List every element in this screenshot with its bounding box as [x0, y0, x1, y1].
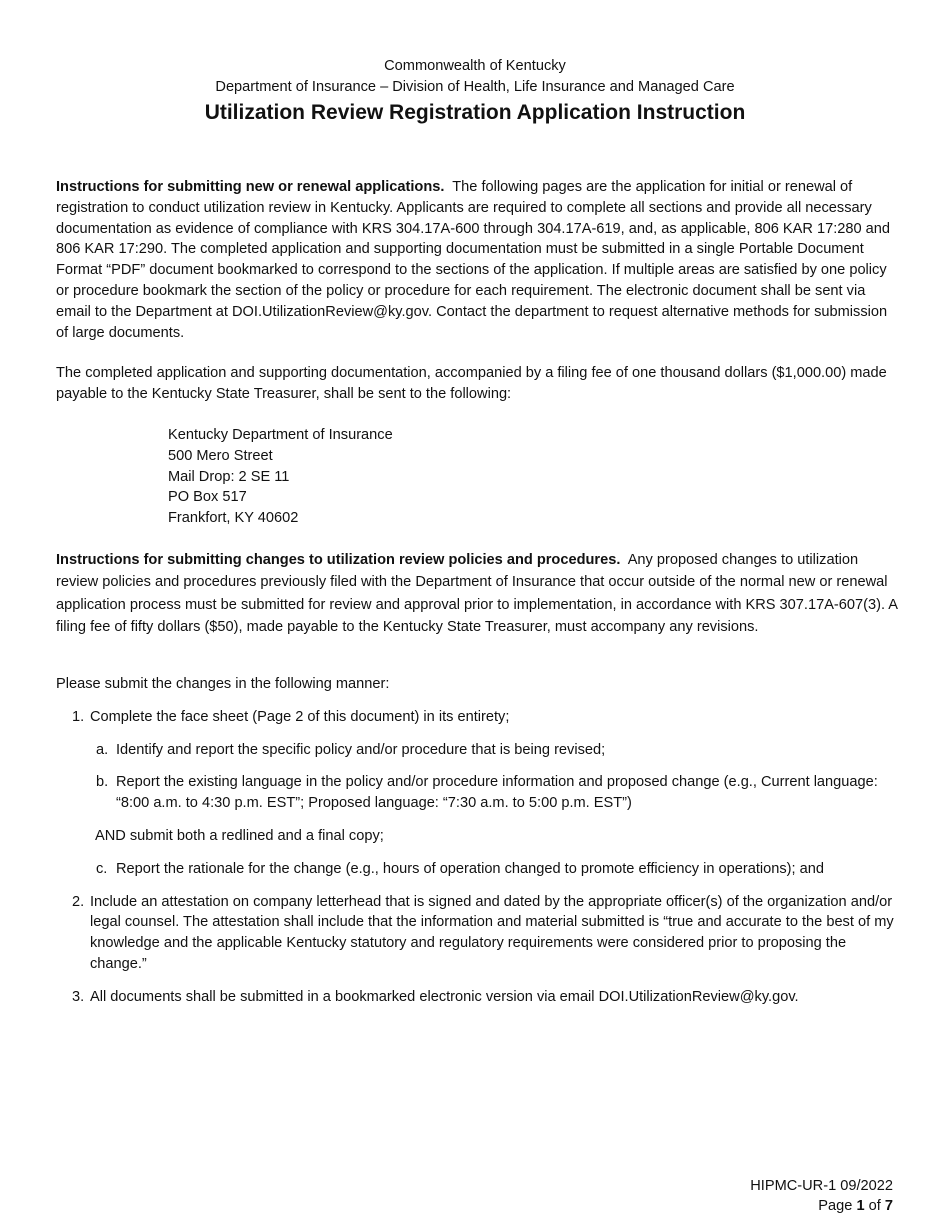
list-number: 3. [72, 988, 85, 1005]
sub-list-letter: c. [96, 860, 108, 877]
address-line: Kentucky Department of Insurance [168, 426, 393, 443]
sub-list [90, 859, 898, 880]
new-renewal-instructions [56, 177, 898, 343]
page-total: 7 [884, 1198, 893, 1214]
sub-list-letter: b. [96, 774, 109, 791]
list-item [72, 707, 898, 880]
changes-text: Any proposed changes to utilization review policies and procedures previously filed with the Department of Insurance that occur outside of the normal new or renewal application process must be submitted for review and approval prior to implementation, in accordance with KRS 307.17A-607(3). A filing fee of fifty dollars ($50), made payable to the Kentucky State Treasurer, must accompany any revisions. [56, 551, 898, 636]
new-renewal-heading: Instructions for submitting new or renewal applications. [56, 179, 445, 195]
header-line-state: Commonwealth of Kentucky [384, 58, 566, 74]
page-current: 1 [856, 1198, 865, 1214]
list-item-text: Complete the face sheet (Page 2 of this document) in its entirety; [90, 708, 510, 725]
sub-list-text: Report the existing language in the policy and/or procedure information and proposed change (e.g., Current language: “8:00 a.m. to 4:30 p.m. EST”; Proposed language: “7:30 a.m. to 5:00 p.m. EST”) [116, 774, 878, 812]
list-item [72, 987, 898, 1008]
document-body [56, 177, 898, 1020]
sub-list-item [96, 740, 898, 761]
page-title: Utilization Review Registration Application Instruction [204, 101, 746, 124]
sub-list-letter: a. [96, 741, 109, 758]
list-intro: Please submit the changes in the following manner: [56, 675, 390, 692]
list-item-text: All documents shall be submitted in a bookmarked electronic version via email DOI.UtilizationReview@ky.gov. [90, 988, 799, 1005]
list-item [72, 892, 898, 975]
changes-instructions [56, 549, 898, 639]
list-item-text: Include an attestation on company letterhead that is signed and dated by the appropriate officer(s) of the organization and/or legal counsel. The attestation shall include that the information and material submitted is “true and accurate to the best of my knowledge and the applicable Kentucky statutory and regulatory requirements were considered prior to proposing the change.” [90, 893, 894, 972]
sub-list-text: Identify and report the specific policy and/or procedure that is being revised; [116, 741, 606, 758]
page-number [750, 1196, 893, 1216]
sub-list-item [96, 859, 898, 880]
page-footer [750, 1176, 893, 1216]
address-line: 500 Mero Street [168, 447, 273, 464]
filing-fee-paragraph: The completed application and supporting documentation, accompanied by a filing fee of one thousand dollars ($1,000.00) made payable to the Kentucky State Treasurer, shall be sent to the following: [56, 365, 887, 403]
list-number: 1. [72, 708, 85, 725]
sub-list [90, 740, 898, 814]
address-line: PO Box 517 [168, 489, 247, 506]
page-of: of [868, 1198, 881, 1214]
sub-list-text: Report the rationale for the change (e.g., hours of operation changed to promote efficiency in operations); and [116, 860, 824, 877]
sub-list-item [96, 772, 898, 814]
address-line: Frankfort, KY 40602 [168, 510, 299, 527]
address-line: Mail Drop: 2 SE 11 [168, 468, 290, 485]
list-number: 2. [72, 893, 85, 910]
mailing-address [168, 425, 898, 529]
header-line-department: Department of Insurance – Division of Health, Life Insurance and Managed Care [215, 79, 735, 95]
page-label: Page [818, 1198, 853, 1214]
form-identifier: HIPMC-UR-1 09/2022 [750, 1178, 893, 1194]
and-submit-note: AND submit both a redlined and a final copy; [95, 827, 384, 844]
changes-heading: Instructions for submitting changes to utilization review policies and procedures. [56, 551, 621, 568]
new-renewal-text: The following pages are the application for initial or renewal of registration to conduct utilization review in Kentucky. Applicants are required to complete all sections and provide all necessary documentation as evidence of compliance with KRS 304.17A-600 through 304.17A-619, and, as applicable, 806 KAR 17:280 and 806 KAR 17:290. The completed application and supporting documentation must be submitted in a single Portable Document Format “PDF” document bookmarked to correspond to the sections of the application. If multiple areas are satisfied by one policy or procedure bookmark the section of the policy or procedure for each requirement. The electronic document shall be sent via email to the Department at DOI.UtilizationReview@ky.gov. Contact the department to request alternative methods for submission of large documents. [56, 179, 891, 341]
document-header [0, 56, 950, 126]
submission-steps-list [56, 707, 898, 1008]
